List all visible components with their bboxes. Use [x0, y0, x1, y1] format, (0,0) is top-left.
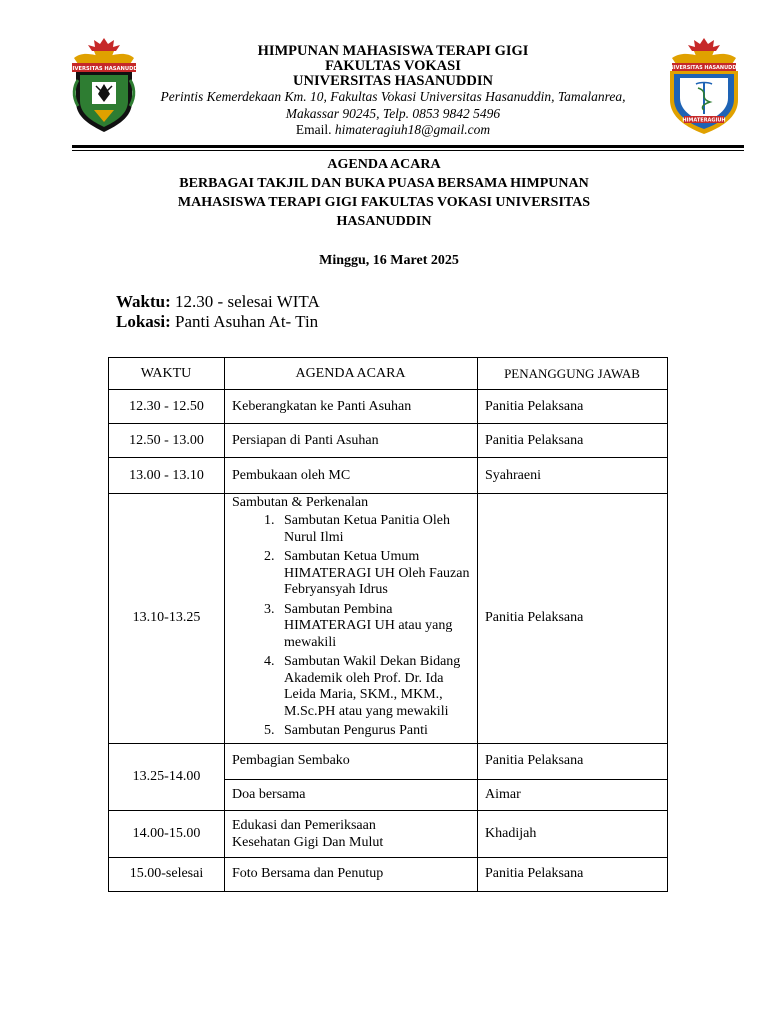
row-pic: Panitia Pelaksana	[478, 857, 668, 891]
title-line-2: BERBAGAI TAKJIL DAN BUKA PUASA BERSAMA HIMPUNAN	[179, 176, 589, 191]
row-agenda-sambutan	[225, 494, 478, 744]
list-item: 4. Sambutan Wakil Dekan Bidang Akademik oleh Prof. Dr. Ida Leida Maria, SKM., MKM., M.Sc.PH atau yang mewakili	[278, 654, 476, 720]
row-time: 13.10-13.25	[109, 494, 225, 744]
sambutan-list	[232, 513, 476, 740]
event-info	[116, 292, 320, 332]
email-label: Email.	[295, 122, 332, 137]
location-label: Lokasi:	[116, 312, 171, 331]
svg-text:UNIVERSITAS HASANUDDIN: UNIVERSITAS HASANUDDIN	[64, 66, 144, 72]
row-pic: Aimar	[478, 779, 668, 810]
table-row	[109, 743, 668, 779]
edukasi-line-2: Kesehatan Gigi Dan Mulut	[232, 834, 384, 850]
row-time: 14.00-15.00	[109, 810, 225, 857]
letterhead-divider-thin	[72, 150, 744, 151]
table-row	[109, 458, 668, 494]
table-header-row	[109, 358, 668, 390]
row-pic: Panitia Pelaksana	[478, 494, 668, 744]
faculty-name: FAKULTAS VOKASI	[325, 58, 461, 74]
row-agenda: Pembukaan oleh MC	[225, 458, 478, 494]
row-pic: Panitia Pelaksana	[478, 743, 668, 779]
letterhead-divider	[72, 145, 744, 148]
row-agenda: Persiapan di Panti Asuhan	[225, 424, 478, 458]
row-agenda: Foto Bersama dan Penutup	[225, 857, 478, 891]
list-item: 2. Sambutan Ketua Umum HIMATERAGI UH Oleh Fauzan Febryansyah Idrus	[278, 549, 476, 599]
list-item: 5. Sambutan Pengurus Panti	[278, 723, 476, 740]
time-label: Waktu:	[116, 292, 171, 311]
event-date: Minggu, 16 Maret 2025	[319, 253, 459, 268]
letterhead	[140, 44, 646, 139]
table-row-sambutan	[109, 494, 668, 744]
list-item: 3. Sambutan Pembina HIMATERAGI UH atau yang mewakili	[278, 602, 476, 652]
row-agenda	[225, 810, 478, 857]
header-penanggung-jawab: PENANGGUNG JAWAB	[478, 358, 668, 390]
university-name: UNIVERSITAS HASANUDDIN	[293, 73, 493, 89]
row-time: 13.00 - 13.10	[109, 458, 225, 494]
time-value: 12.30 - selesai WITA	[175, 292, 320, 311]
row-agenda: Doa bersama	[225, 779, 478, 810]
row-pic: Syahraeni	[478, 458, 668, 494]
row-time: 12.50 - 13.00	[109, 424, 225, 458]
location-value: Panti Asuhan At- Tin	[175, 312, 319, 331]
row-time: 13.25-14.00	[109, 743, 225, 810]
svg-text:HIMATERAGIUH: HIMATERAGIUH	[682, 117, 726, 124]
agenda-table	[108, 357, 668, 892]
title-line-4: HASANUDDIN	[336, 214, 432, 229]
row-pic: Panitia Pelaksana	[478, 424, 668, 458]
list-item: 1. Sambutan Ketua Panitia Oleh Nurul Ilmi	[278, 513, 476, 546]
row-pic: Panitia Pelaksana	[478, 390, 668, 424]
document-title	[100, 155, 668, 231]
row-time: 15.00-selesai	[109, 857, 225, 891]
header-agenda: AGENDA ACARA	[225, 358, 478, 390]
svg-text:UNIVERSITAS HASANUDDIN: UNIVERSITAS HASANUDDIN	[665, 65, 743, 71]
time-info	[116, 292, 320, 312]
address-line-1: Perintis Kemerdekaan Km. 10, Fakultas Vokasi Universitas Hasanuddin, Tamalanrea,	[160, 89, 626, 104]
table-row	[109, 810, 668, 857]
row-pic: Khadijah	[478, 810, 668, 857]
title-line-3: MAHASISWA TERAPI GIGI FAKULTAS VOKASI UNIVERSITAS	[177, 195, 591, 210]
row-agenda: Pembagian Sembako	[225, 743, 478, 779]
row-agenda: Keberangkatan ke Panti Asuhan	[225, 390, 478, 424]
table-row	[109, 424, 668, 458]
table-row	[109, 390, 668, 424]
email-line	[140, 122, 646, 139]
address-line-2: Makassar 90245, Telp. 0853 9842 5496	[285, 105, 501, 121]
sambutan-title: Sambutan & Perkenalan	[232, 495, 369, 510]
title-line-1: AGENDA ACARA	[327, 157, 441, 172]
himateragi-logo-icon	[664, 36, 744, 136]
universitas-hasanuddin-logo-icon	[64, 36, 144, 136]
row-time: 12.30 - 12.50	[109, 390, 225, 424]
org-name: HIMPUNAN MAHASISWA TERAPI GIGI	[257, 43, 529, 59]
edukasi-line-1: Edukasi dan Pemeriksaan	[232, 817, 376, 833]
email-address[interactable]: himateragiuh18@gmail.com	[334, 122, 491, 137]
location-info	[116, 312, 320, 332]
header-waktu: WAKTU	[109, 358, 225, 390]
table-row	[109, 857, 668, 891]
